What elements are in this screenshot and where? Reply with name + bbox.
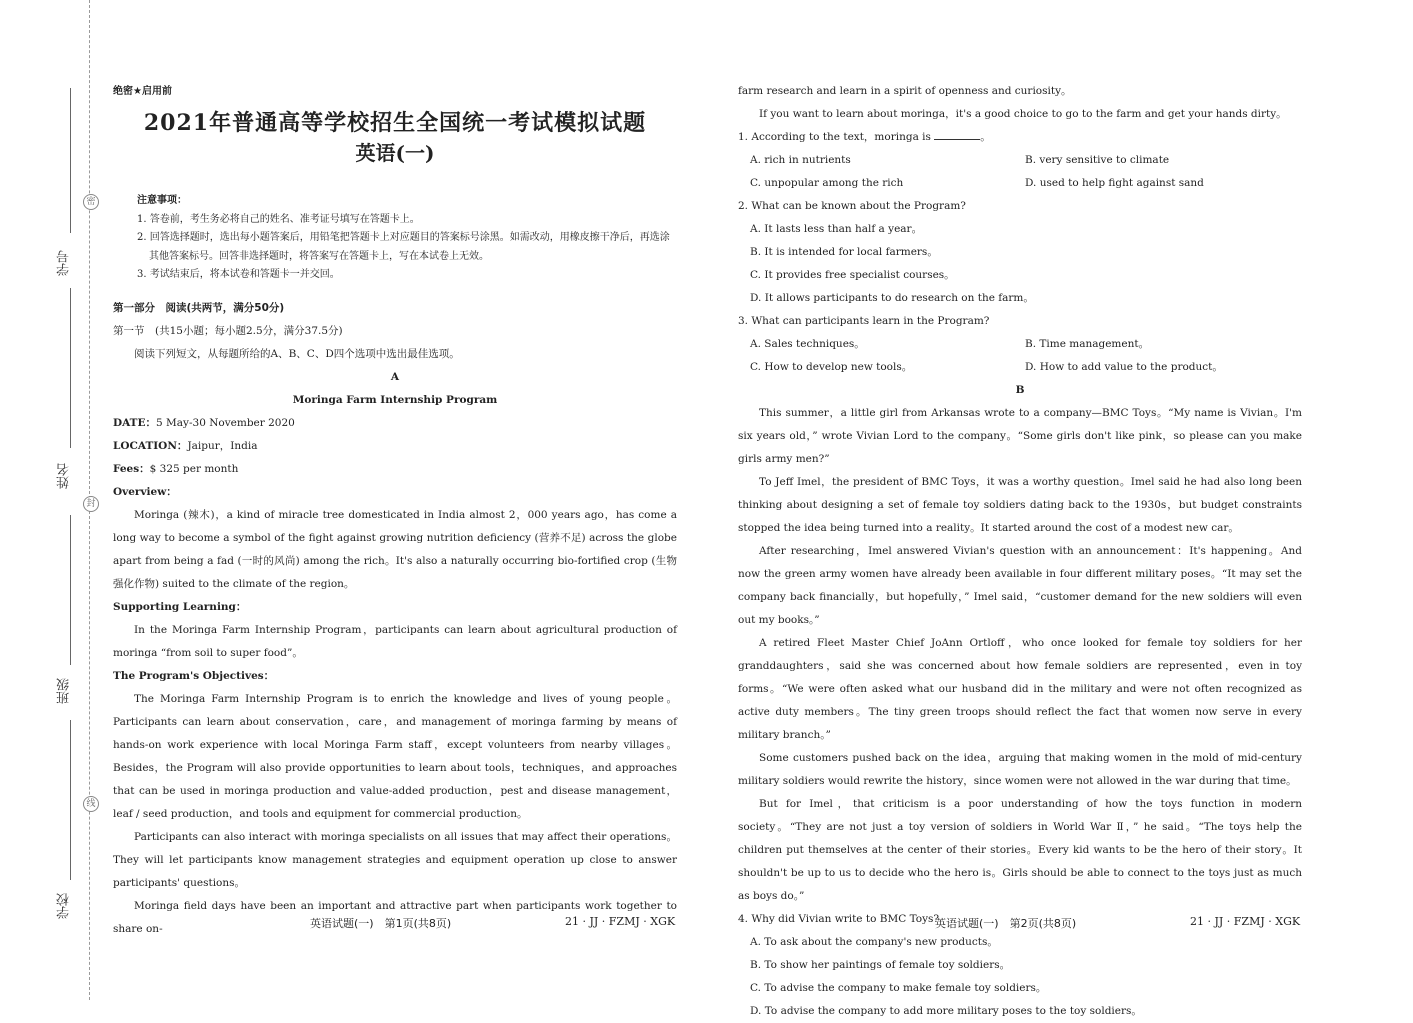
location-line	[113, 435, 677, 458]
field-days-paragraph: Moringa field days have been an important and attractive part when participants work together to share on-	[113, 899, 677, 935]
location-label: LOCATION：	[113, 439, 188, 452]
interact-paragraph: Participants can also interact with moringa specialists on all issues that may affect their operations。They will let participants know management strategies and equipment operation up close to answer participants' questions。	[113, 830, 677, 889]
exam-notices	[113, 192, 677, 285]
passage-b-paragraph: This summer，a little girl from Arkansas wrote to a company—BMC Toys。“My name is Vivian。I'm six years old，” wrote Vivian Lord to the company。“Some girls don't like pink，so please can you make girls army men?”	[738, 407, 1302, 465]
question-1	[738, 126, 1302, 195]
passage-title: Moringa Farm Internship Program	[292, 393, 498, 406]
option-b: B. To show her paintings of female toy soldiers。	[750, 959, 1011, 971]
margin-label-name: 姓名	[57, 463, 72, 489]
seal-mark-mi: 密	[83, 194, 99, 210]
top-secret-label: 绝密★启用前	[113, 86, 172, 97]
passage-letter: B	[1015, 384, 1025, 396]
option-a: A. rich in nutrients	[750, 154, 851, 166]
option-d: D. used to help fight against sand	[1025, 177, 1204, 189]
closing-paragraph: If you want to learn about moringa，it's a good choice to go to the farm and get your hands dirty。	[759, 108, 1287, 120]
objectives-paragraph: The Moringa Farm Internship Program is to enrich the knowledge and lives of young people。Participants can learn about conservation，care，and management of moringa farming by means of hands-on work experience with local Moringa Farm staff，except volunteers from nearby villages。Besides，the Program will also provide opportunities to learn about tools，techniques，and approaches that can be used in moringa production and value-added production，pest and disease management，leaf / seed production，and tools and equipment for commercial production。	[113, 692, 677, 820]
objectives-label: The Program's Objectives：	[113, 669, 275, 682]
part-heading: 第一部分 阅读(共两节，满分50分)	[113, 301, 285, 314]
question-stem	[738, 126, 1302, 149]
option-d: D. How to add value to the product。	[1025, 361, 1223, 373]
margin-rule	[70, 720, 71, 880]
section-heading: 第一节 (共15小题；每小题2.5分，满分37.5分)	[113, 324, 343, 337]
notice-item: 3. 考试结束后，将本试卷和答题卡一并交回。	[137, 269, 340, 280]
option-a: A. To ask about the company's new products。	[750, 936, 998, 948]
option-list	[738, 931, 1302, 1023]
supporting-label: Supporting Learning：	[113, 600, 247, 613]
date-value: 5 May-30 November 2020	[156, 416, 295, 429]
option-a: A. Sales techniques。	[750, 338, 865, 350]
fees-value: $ 325 per month	[149, 462, 239, 475]
question-stem: 3. What can participants learn in the Program?	[738, 315, 990, 327]
margin-rule	[70, 515, 71, 665]
option-b: B. It is intended for local farmers。	[750, 246, 938, 258]
notice-item: 2. 回答选择题时，选出每小题答案后，用铅笔把答题卡上对应题目的答案标号涂黑。如需改动，用橡皮擦干净后，再选涂其他答案标号。回答非选择题时，将答案写在答题卡上，写在本试卷上无效。	[137, 232, 670, 262]
option-b: B. very sensitive to climate	[1025, 154, 1170, 166]
margin-rule	[70, 88, 71, 233]
question-stem: 2. What can be known about the Program?	[738, 200, 966, 212]
passage-b-paragraph: But for Imel，that criticism is a poor understanding of how the toys function in modern society。“They are not just a toy version of soldiers in World War Ⅱ，” he said。“The toys help the children put themselves at the center of their stories。Every kid wants to be the hero of their story。It shouldn't be up to us to decide who the hero is。Girls should be able to connect to the toys just as much as boys do。”	[738, 798, 1302, 902]
page-1-footer-code: 21 · JJ · FZMJ · XGK	[565, 915, 676, 928]
option-list	[738, 218, 1302, 310]
notice-item: 1. 答卷前，考生务必将自己的姓名、准考证号填写在答题卡上。	[137, 213, 420, 225]
option-c: C. To advise the company to make female toy soldiers。	[750, 982, 1047, 994]
continuation-paragraph: farm research and learn in a spirit of openness and curiosity。	[738, 85, 1072, 97]
question-stem-end: 。	[980, 131, 991, 143]
notice-heading: 注意事项：	[137, 195, 187, 206]
overview-paragraph: Moringa (辣木)，a kind of miracle tree domesticated in India almost 2，000 years ago，has come a long way to become a symbol of the fight against growing nutrition deficiency (营养不足) across the globe apart from being a fad (一时的风尚) among the rich。It's also a naturally occurring bio-fortified crop (生物强化作物) suited to the climate of the region。	[113, 508, 677, 590]
fees-label: Fees：	[113, 462, 150, 475]
passage-b-paragraph: To Jeff Imel，the president of BMC Toys，it was a worthy question。Imel said he had also long been thinking about designing a set of female toy soldiers dating back to the 1930s，but budget constraints stopped the idea being turned into a reality。It started around the cost of a modest new car。	[738, 476, 1302, 534]
margin-label-student-id: 学号	[57, 250, 72, 276]
seal-mark-xian: 线	[83, 796, 99, 812]
passage-b-paragraph: Some customers pushed back on the idea，arguing that making women in the mold of mid-century military soldiers would rewrite the history，since women were not allowed in the war during that time。	[738, 752, 1302, 787]
question-3	[738, 310, 1302, 379]
margin-label-school: 学校	[57, 893, 72, 919]
supporting-paragraph: In the Moringa Farm Internship Program，participants can learn about agricultural production of moringa “from soil to super food”。	[113, 623, 677, 659]
option-a: A. It lasts less than half a year。	[750, 223, 923, 235]
option-grid	[738, 149, 1302, 195]
passage-b-paragraph: A retired Fleet Master Chief JoAnn Ortloff，who once looked for female toy soldiers for her granddaughters，said she was concerned about how female soldiers are represented，even in toy forms。“We were often asked what our husband did in the military and were not often recognized as active duty members。The tiny green troops should reflect the fact that women now serve in every military branch。”	[738, 637, 1302, 741]
date-line	[113, 412, 677, 435]
page-2	[738, 80, 1302, 1023]
page-2-footer: 英语试题(一) 第2页(共8页)	[935, 917, 1077, 930]
option-d: D. To advise the company to add more military poses to the toy soldiers。	[750, 1005, 1142, 1017]
passage-b-paragraph: After researching，Imel answered Vivian's question with an announcement：It's happening。And now the green army women have already been available in four different military poses。“It may set the company back financially，but hopefully，” Imel said，“customer demand for the new soldiers will even out my books。”	[738, 545, 1302, 626]
question-stem: 4. Why did Vivian write to BMC Toys?	[738, 913, 940, 925]
page-1	[113, 80, 677, 941]
option-d: D. It allows participants to do research on the farm。	[750, 292, 1034, 304]
page-1-footer: 英语试题(一) 第1页(共8页)	[310, 917, 452, 930]
passage-letter: A	[390, 370, 400, 383]
option-c: C. unpopular among the rich	[750, 177, 904, 189]
option-c: C. It provides free specialist courses。	[750, 269, 955, 281]
answer-blank	[934, 129, 980, 140]
instruction: 阅读下列短文，从每题所给的A、B、C、D四个选项中选出最佳选项。	[134, 347, 460, 360]
fees-line	[113, 458, 677, 481]
location-value: Jaipur，India	[187, 439, 258, 452]
date-label: DATE：	[113, 416, 156, 429]
margin-rule	[70, 288, 71, 448]
margin-label-class: 班级	[57, 678, 72, 704]
question-2	[738, 195, 1302, 310]
seal-mark-feng: 封	[83, 496, 99, 512]
option-grid	[738, 333, 1302, 379]
page-2-footer-code: 21 · JJ · FZMJ · XGK	[1190, 915, 1301, 928]
exam-subtitle: 英语(一)	[355, 141, 435, 165]
question-stem-text: 1. According to the text，moringa is	[738, 131, 931, 143]
option-b: B. Time management。	[1025, 338, 1150, 350]
overview-label: Overview：	[113, 485, 177, 498]
exam-title: 2021年普通高等学校招生全国统一考试模拟试题	[143, 110, 647, 136]
option-c: C. How to develop new tools。	[750, 361, 913, 373]
